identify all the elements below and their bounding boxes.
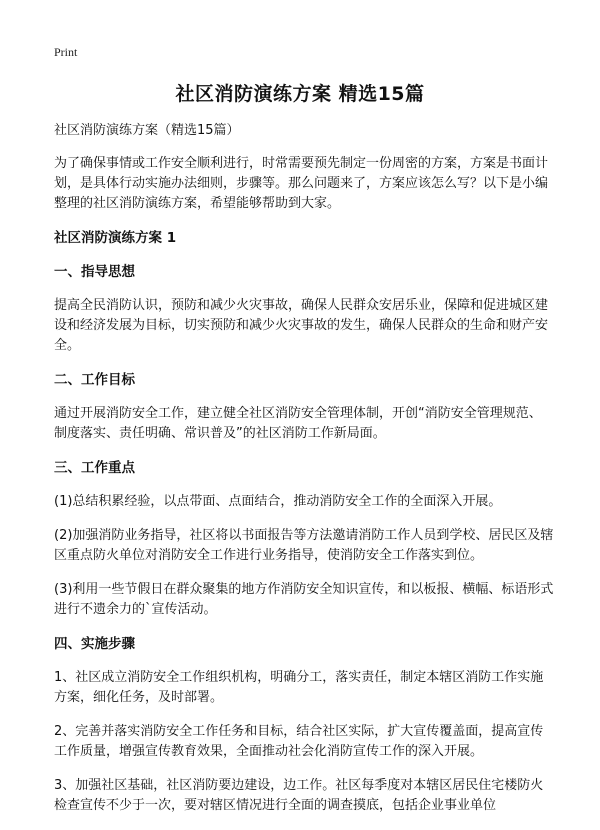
heading-implementation-steps: 四、实施步骤 (54, 636, 135, 652)
page-title: 社区消防演练方案 精选15篇 (175, 83, 425, 105)
heading-guiding-ideology: 一、指导思想 (54, 264, 135, 280)
paragraph-step-1: 1、社区成立消防安全工作组织机构，明确分工，落实责任，制定本辖区消防工作实施方案，细化任务，及时部署。 (54, 670, 544, 705)
paragraph-step-3: 3、加强社区基础，社区消防要边建设，边工作。社区每季度对本辖区居民住宅楼防火检查宣传不少于一次，要对辖区情况进行全面的调查摸底，包括企业事业单位 (54, 778, 544, 813)
document-subtitle: 社区消防演练方案（精选15篇） (54, 123, 240, 138)
paragraph-work-focus-1: (1)总结积累经验，以点带面、点面结合，推动消防安全工作的全面深入开展。 (54, 494, 502, 509)
section-heading: 社区消防演练方案 1 (54, 230, 177, 246)
heading-work-goals: 二、工作目标 (54, 372, 135, 388)
document-body (54, 121, 554, 830)
paragraph-work-focus-3: (3)利用一些节假日在群众聚集的地方作消防安全知识宣传，和以板报、横幅、标语形式进行不遗余力的`宣传活动。 (54, 582, 554, 617)
paragraph-step-2: 2、完善并落实消防安全工作任务和目标，结合社区实际，扩大宣传覆盖面，提高宣传工作质量，增强宣传教育效果，全面推动社会化消防宣传工作的深入开展。 (54, 724, 544, 759)
paragraph-work-focus-2: (2)加强消防业务指导，社区将以书面报告等方法邀请消防工作人员到学校、居民区及辖区重点防火单位对消防安全工作进行业务指导，使消防安全工作落实到位。 (54, 528, 554, 563)
paragraph-guiding-ideology: 提高全民消防认识，预防和减少火灾事故，确保人民群众安居乐业，保障和促进城区建设和经济发展为目标，切实预防和减少火灾事故的发生，确保人民群众的生命和财产安全。 (54, 298, 549, 353)
heading-work-focus: 三、工作重点 (54, 460, 135, 476)
print-link[interactable]: Print (54, 45, 78, 59)
paragraph-work-goals: 通过开展消防安全工作，建立健全社区消防安全管理体制，开创“消防安全管理规范、制度落实、责任明确、常识普及”的社区消防工作新局面。 (54, 406, 542, 441)
intro-paragraph: 为了确保事情或工作安全顺利进行，时常需要预先制定一份周密的方案，方案是书面计划，是具体行动实施办法细则，步骤等。那么问题来了，方案应该怎么写？以下是小编整理的社区消防演练方案，希望能够帮助到大家。 (54, 156, 549, 211)
